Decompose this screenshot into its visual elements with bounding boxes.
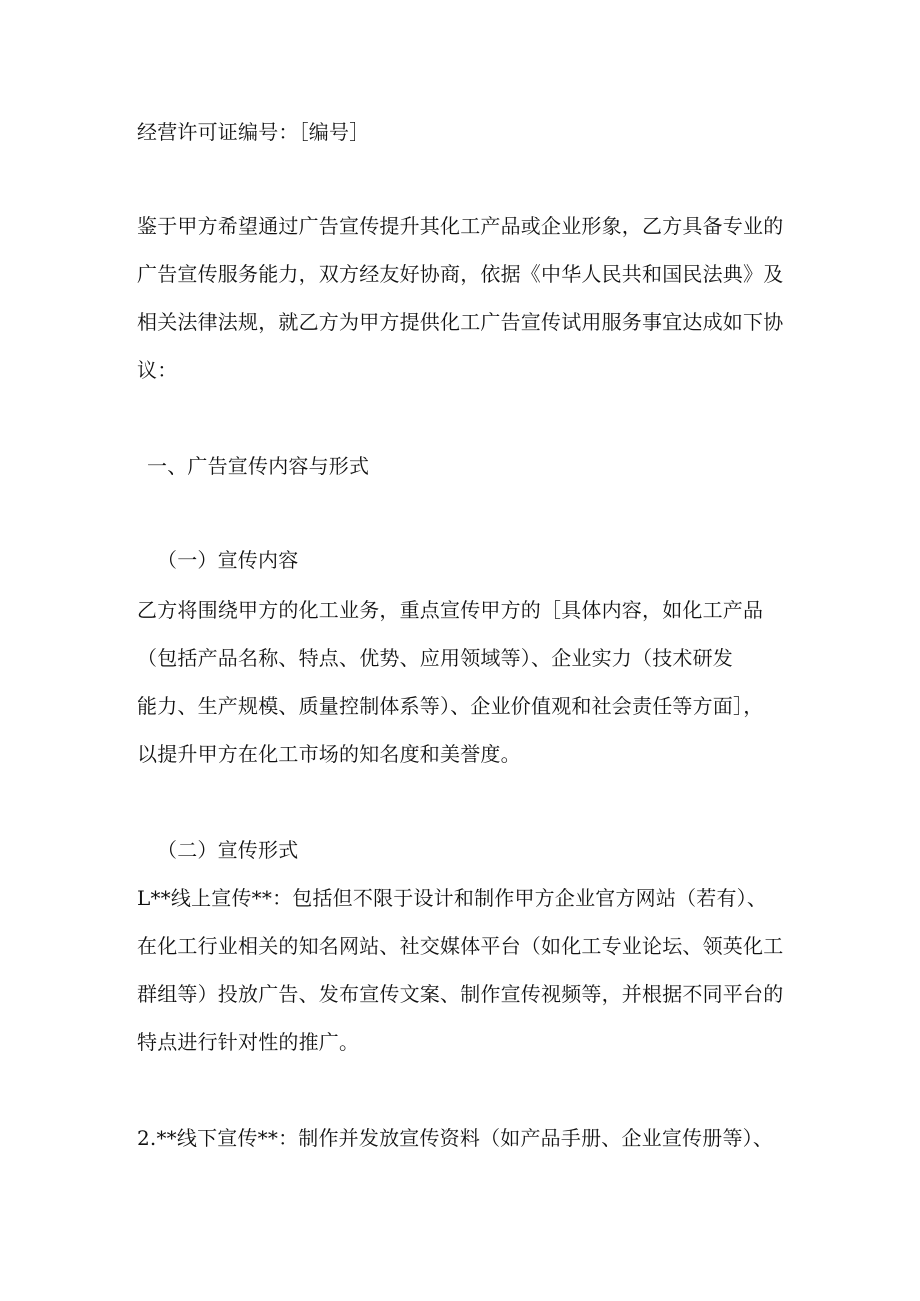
preamble-line-1: 鉴于甲方希望通过广告宣传提升其化工产品或企业形象，乙方具备专业的 xyxy=(137,214,784,238)
license-number-line: 经营许可证编号：［编号］ xyxy=(137,120,370,144)
item-1-line-4: 特点进行针对性的推广。 xyxy=(137,1030,360,1054)
subsection-1-title: （一）宣传内容 xyxy=(157,548,299,572)
item-1-line-2: 在化工行业相关的知名网站、社交媒体平台（如化工专业论坛、领英化工 xyxy=(137,934,784,958)
sub1-body-line-3: 能力、生产规模、质量控制体系等）、企业价值观和社会责任等方面］， xyxy=(137,694,764,718)
subsection-2-title: （二）宣传形式 xyxy=(157,838,299,862)
item-1-line-1: L**线上宣传**：包括但不限于设计和制作甲方企业官方网站（若有）、 xyxy=(137,886,768,910)
preamble-line-4: 议： xyxy=(137,358,178,382)
item-2-line-1: 2.**线下宣传**：制作并发放宣传资料（如产品手册、企业宣传册等）、 xyxy=(137,1126,774,1150)
preamble-line-2: 广告宣传服务能力，双方经友好协商，依据《中华人民共和国民法典》及 xyxy=(137,262,784,286)
section-1-title: 一、广告宣传内容与形式 xyxy=(147,454,370,478)
sub1-body-line-4: 以提升甲方在化工市场的知名度和美誉度。 xyxy=(137,742,521,766)
preamble-line-3: 相关法律法规，就乙方为甲方提供化工广告宣传试用服务事宜达成如下协 xyxy=(137,310,784,334)
item-1-line-3: 群组等）投放广告、发布宣传文案、制作宣传视频等，并根据不同平台的 xyxy=(137,982,784,1006)
sub1-body-line-2: （包括产品名称、特点、优势、应用领域等）、企业实力（技术研发 xyxy=(137,646,733,670)
sub1-body-line-1: 乙方将围绕甲方的化工业务，重点宣传甲方的［具体内容，如化工产品 xyxy=(137,598,764,622)
